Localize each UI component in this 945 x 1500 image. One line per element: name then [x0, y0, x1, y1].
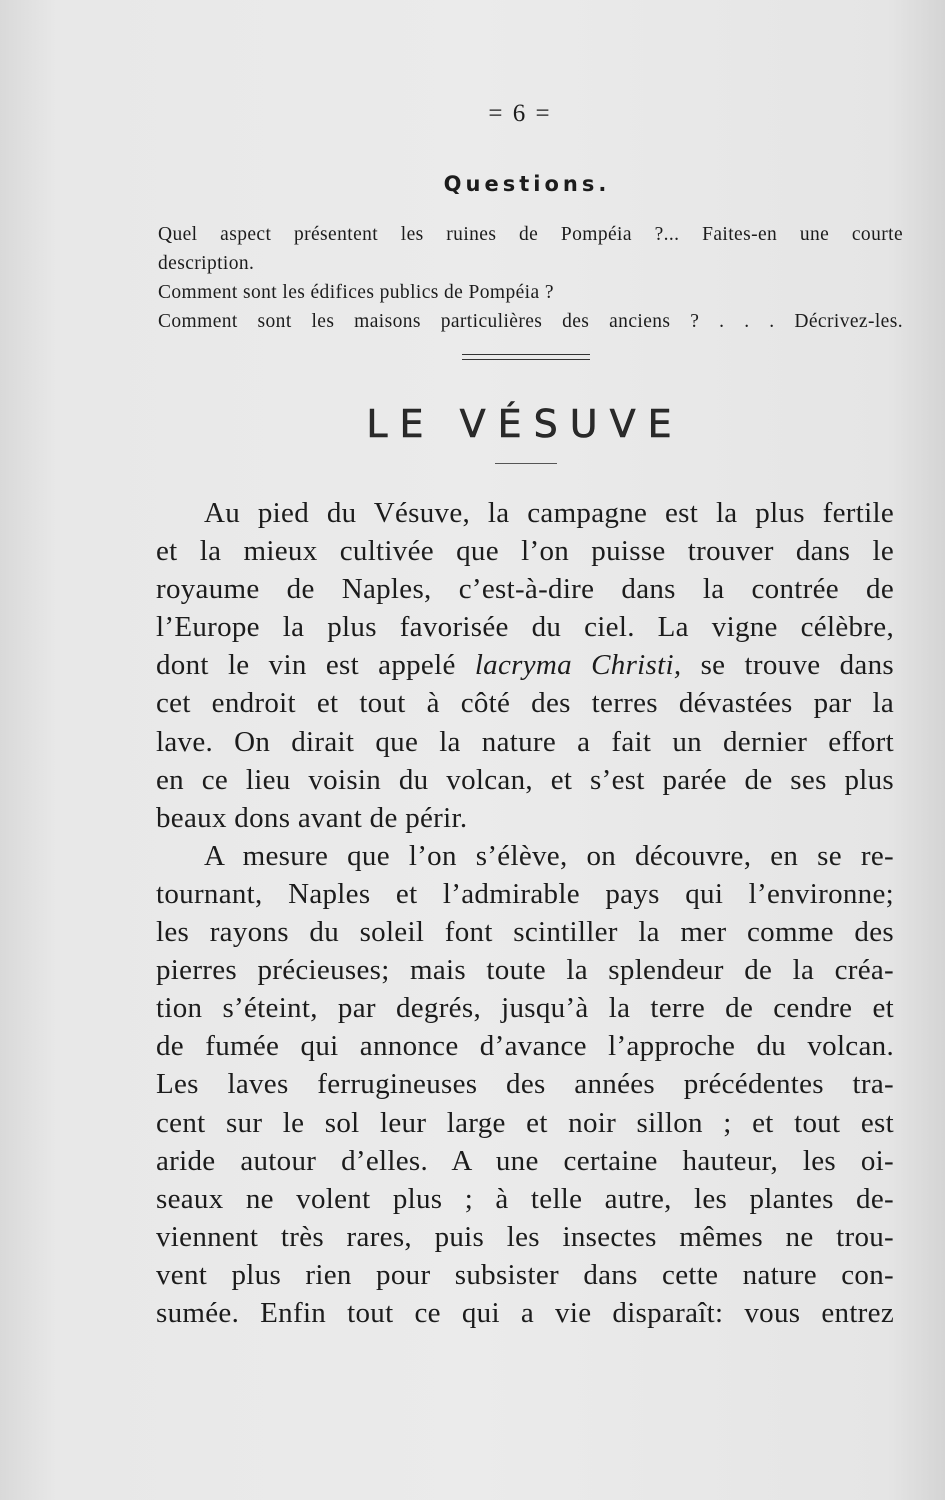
- question-line: Quel aspect présentent les ruines de Pompéia ?... Faites-en une courte: [158, 224, 903, 245]
- text-line: Les laves ferrugineuses des années précédentes tra-: [156, 1068, 894, 1101]
- text-line: viennent très rares, puis les insectes mêmes ne trou-: [156, 1220, 894, 1253]
- question-line: Comment sont les maisons particulières des anciens ? . . . Décrivez-les.: [158, 311, 903, 332]
- text-segment: dont le vin est appelé: [156, 649, 475, 682]
- questions-heading: Questions.: [443, 172, 611, 196]
- text-line: et la mieux cultivée que l’on puisse trouver dans le: [156, 535, 894, 568]
- chapter-title: [0, 402, 945, 446]
- questions-list: [158, 220, 903, 336]
- text-line: Au pied du Vésuve, la campagne est la plus fertile: [204, 497, 894, 529]
- question-item: [158, 278, 903, 307]
- text-line: sumée. Enfin tout ce qui a vie disparaît: vous entrez: [156, 1296, 894, 1329]
- text-line: les rayons du soleil font scintiller la mer comme des: [156, 916, 894, 949]
- text-line: aride autour d’elles. A une certaine hauteur, les oi-: [156, 1144, 894, 1177]
- body-text: [156, 494, 894, 1332]
- title-underline: [495, 463, 557, 464]
- text-line: cent sur le sol leur large et noir sillon ; et tout est: [156, 1106, 894, 1139]
- text-line: royaume de Naples, c’est-à-dire dans la contrée de: [156, 573, 894, 606]
- text-segment: se trouve dans: [681, 649, 894, 682]
- double-rule-divider: [462, 354, 590, 360]
- question-item: [158, 220, 903, 278]
- question-line: Comment sont les édifices publics de Pompéia ?: [158, 282, 554, 303]
- text-line-with-italic: [156, 646, 894, 684]
- text-line: seaux ne volent plus ; à telle autre, les plantes de-: [156, 1182, 894, 1215]
- text-line: A mesure que l’on s’élève, on découvre, en se re-: [204, 839, 894, 872]
- question-line: description.: [158, 253, 255, 274]
- text-line: tournant, Naples et l’admirable pays qui l’environne;: [156, 877, 894, 910]
- italic-term: lacryma Christi,: [474, 649, 682, 682]
- text-line: lave. On dirait que la nature a fait un dernier effort: [156, 725, 894, 758]
- text-line: de fumée qui annonce d’avance l’approche du volcan.: [156, 1030, 894, 1063]
- question-item: [158, 307, 903, 336]
- paragraph: [156, 494, 894, 837]
- text-line: tion s’éteint, par degrés, jusqu’à la terre de cendre et: [156, 992, 894, 1025]
- text-line: en ce lieu voisin du volcan, et s’est parée de ses plus: [156, 763, 894, 796]
- page-number: = 6 =: [488, 100, 552, 127]
- text-line: l’Europe la plus favorisée du ciel. La vigne célèbre,: [156, 611, 894, 644]
- text-line: beaux dons avant de périr.: [156, 801, 468, 834]
- text-line: pierres précieuses; mais toute la splendeur de la créa-: [156, 954, 894, 987]
- chapter-title-text: LE VÉSUVE: [366, 402, 684, 446]
- paragraph: [156, 837, 894, 1332]
- text-line: vent plus rien pour subsister dans cette nature con-: [156, 1258, 894, 1291]
- text-line: cet endroit et tout à côté des terres dévastées par la: [156, 687, 894, 720]
